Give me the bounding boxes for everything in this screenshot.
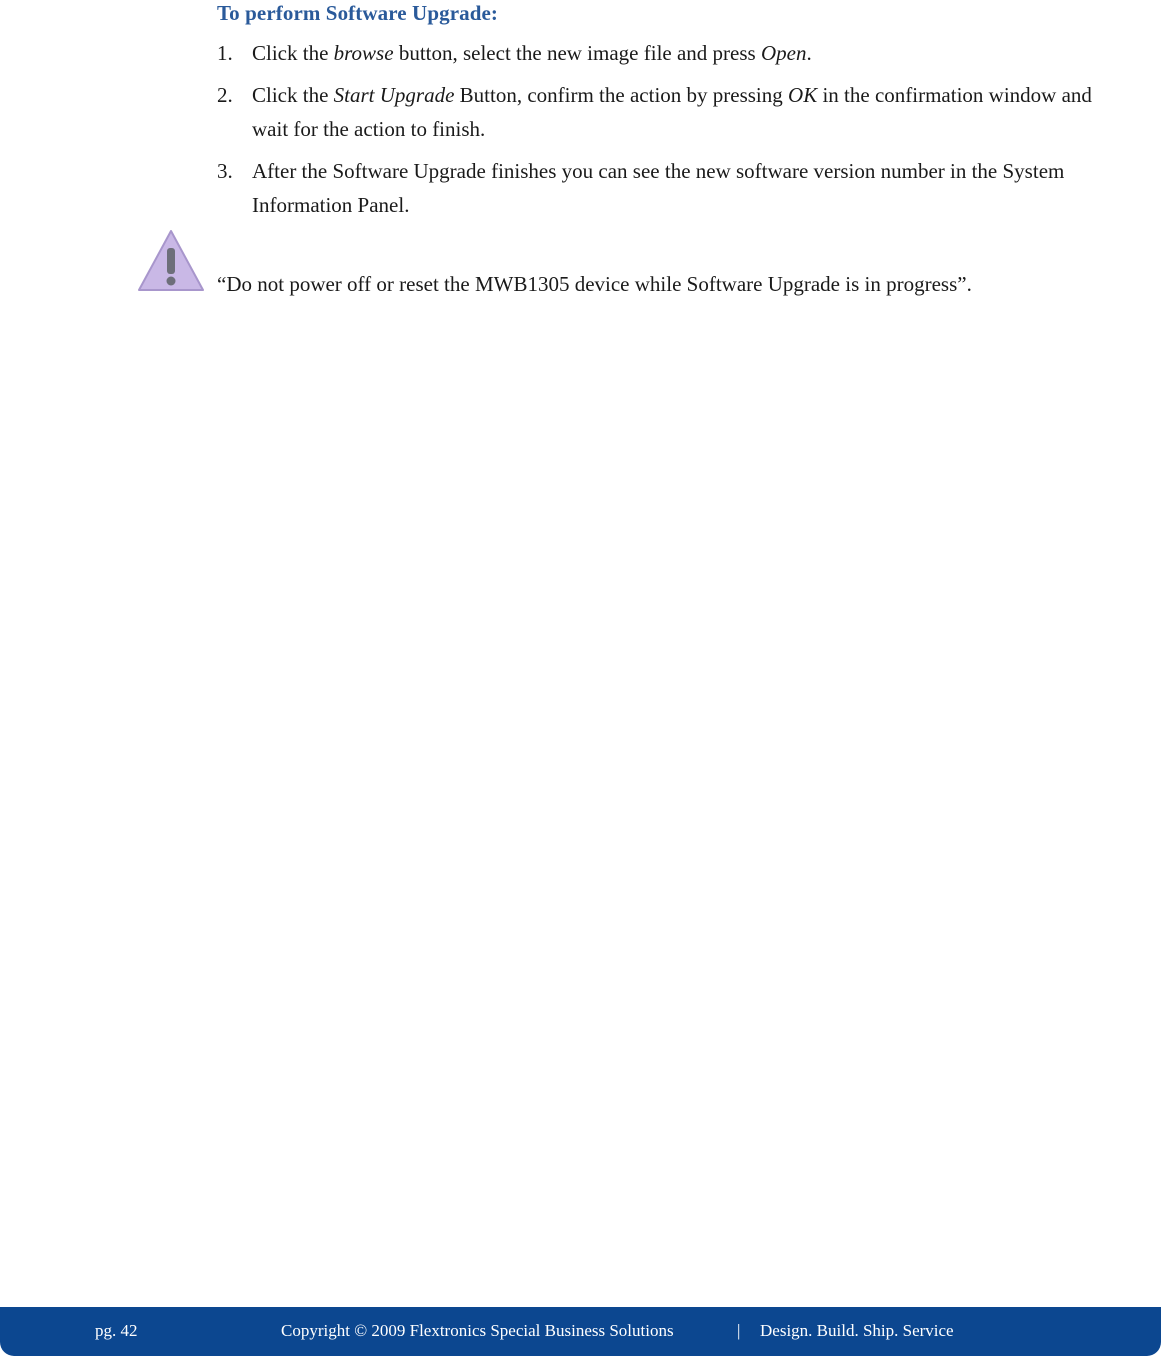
ok-term: OK — [788, 83, 818, 107]
step-number: 3. — [217, 159, 233, 183]
upgrade-steps-list — [217, 36, 1117, 230]
step-1 — [217, 36, 1117, 70]
copyright-text: Copyright © 2009 Flextronics Special Business Solutions — [281, 1321, 674, 1340]
step-3 — [217, 154, 1117, 222]
footer-separator: | — [737, 1321, 741, 1340]
step-2 — [217, 78, 1117, 146]
step-number: 2. — [217, 83, 233, 107]
step-text: After the Software Upgrade finishes you can see the new software version number in the System Information Panel. — [252, 159, 1065, 217]
warning-text: “Do not power off or reset the MWB1305 device while Software Upgrade is in progress”. — [217, 272, 972, 296]
footer-tagline: Design. Build. Ship. Service — [760, 1321, 954, 1340]
page-footer — [0, 1307, 1161, 1356]
section-heading: To perform Software Upgrade: — [217, 1, 499, 25]
warning-note — [136, 228, 1136, 298]
step-text: Click the Start Upgrade Button, confirm the action by pressing OK in the confirmation window and wait for the action to finish. — [252, 83, 1092, 141]
step-text: Click the browse button, select the new image file and press Open. — [252, 41, 812, 65]
browse-term: browse — [333, 41, 394, 65]
page-number: pg. 42 — [95, 1321, 138, 1340]
step-number: 1. — [217, 41, 233, 65]
open-term: Open — [760, 41, 807, 65]
warning-triangle-icon — [136, 228, 206, 294]
start-upgrade-term: Start Upgrade — [333, 83, 455, 107]
